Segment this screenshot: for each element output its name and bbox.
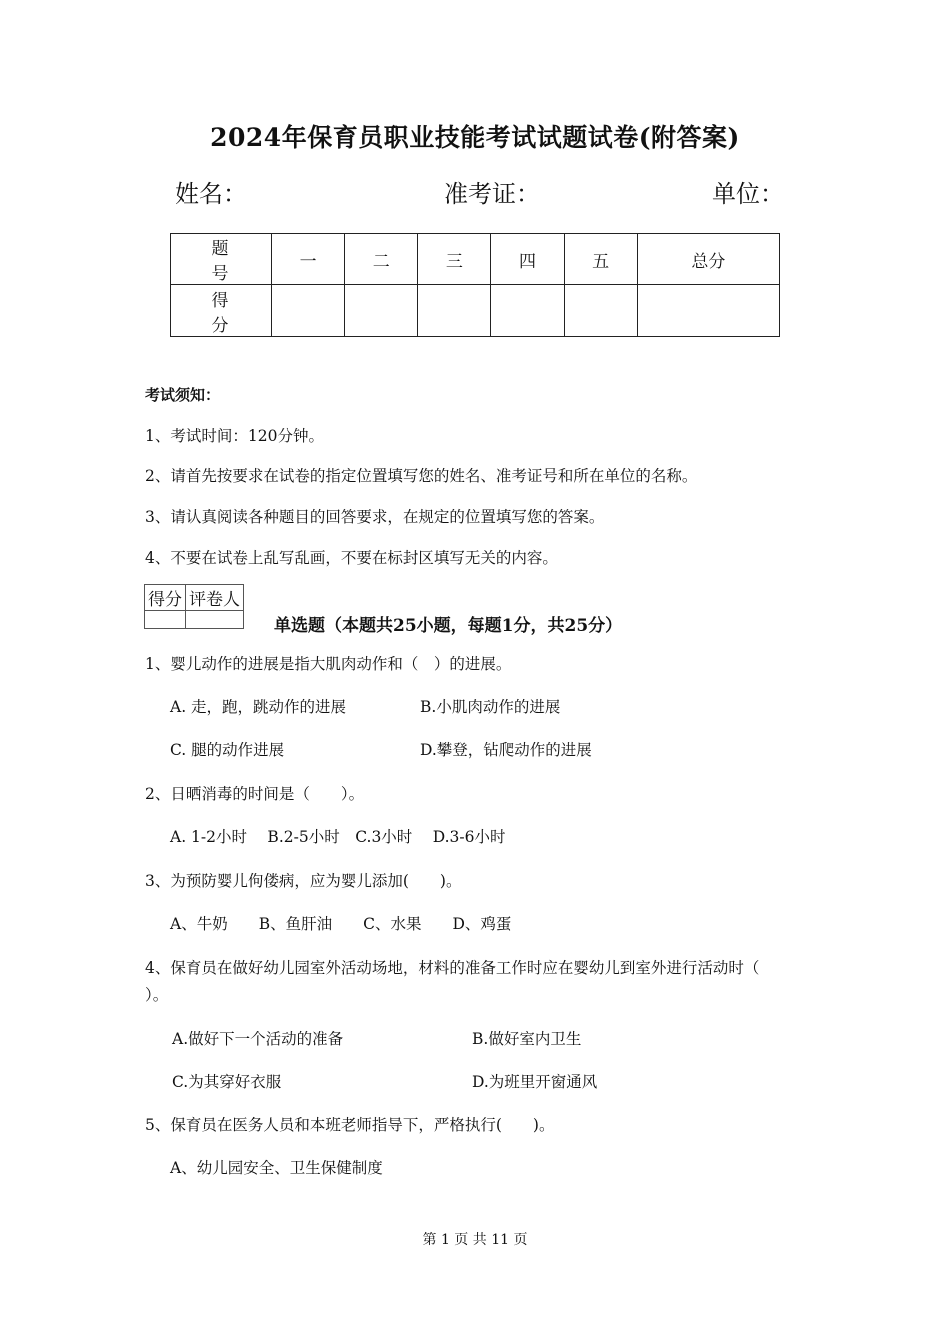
score-col-3: 三 xyxy=(418,234,491,285)
grader-score-label: 得分 xyxy=(145,585,186,611)
question-option: D.攀登，钻爬动作的进展 xyxy=(420,741,592,759)
score-cell xyxy=(637,285,779,337)
score-col-2: 二 xyxy=(345,234,418,285)
question-option: C.为其穿好衣服 xyxy=(172,1073,282,1091)
question-options-line: A、牛奶 B、鱼肝油 C、水果 D、鸡蛋 xyxy=(170,915,512,933)
question-stem: 5、保育员在医务人员和本班老师指导下，严格执行( )。 xyxy=(145,1116,555,1134)
score-col-total: 总分 xyxy=(637,234,779,285)
question-option: A.做好下一个活动的准备 xyxy=(172,1030,344,1048)
page-title: 2024年保育员职业技能考试试题试卷(附答案) xyxy=(210,123,740,152)
question-option: C. 腿的动作进展 xyxy=(170,741,285,759)
score-table-header-row xyxy=(171,234,780,285)
question-options-line: A. 1-2小时 B.2-5小时 C.3小时 D.3-6小时 xyxy=(170,828,506,846)
question-stem: 3、为预防婴儿佝偻病，应为婴儿添加( )。 xyxy=(145,872,462,890)
score-table xyxy=(170,233,780,337)
question-option: B.小肌肉动作的进展 xyxy=(420,698,561,716)
score-col-5: 五 xyxy=(564,234,637,285)
question-option: B.做好室内卫生 xyxy=(472,1030,582,1048)
question-stem: 4、保育员在做好幼儿园室外活动场地，材料的准备工作时应在婴幼儿到室外进行活动时（ xyxy=(145,959,760,977)
name-field-label: 姓名： xyxy=(175,180,247,208)
note-item: 3、请认真阅读各种题目的回答要求，在规定的位置填写您的答案。 xyxy=(145,508,605,526)
grader-table xyxy=(144,584,244,629)
note-item: 4、不要在试卷上乱写乱画，不要在标封区填写无关的内容。 xyxy=(145,549,558,567)
score-cell xyxy=(491,285,564,337)
score-col-1: 一 xyxy=(272,234,345,285)
score-cell xyxy=(418,285,491,337)
note-item: 2、请首先按要求在试卷的指定位置填写您的姓名、准考证号和所在单位的名称。 xyxy=(145,467,698,485)
score-cell xyxy=(345,285,418,337)
score-col-4: 四 xyxy=(491,234,564,285)
grader-name-cell xyxy=(186,611,244,629)
question-stem: 1、婴儿动作的进展是指大肌肉动作和（ ）的进展。 xyxy=(145,655,512,673)
page-footer: 第 1 页 共 11 页 xyxy=(422,1232,528,1248)
question-stem-continuation: ）。 xyxy=(145,986,169,1004)
score-cell xyxy=(272,285,345,337)
note-item: 1、考试时间：120分钟。 xyxy=(145,427,324,445)
grader-score-cell xyxy=(145,611,186,629)
score-label: 得 分 xyxy=(171,285,272,337)
question-stem: 2、日晒消毒的时间是（ ）。 xyxy=(145,785,365,803)
score-table-score-row xyxy=(171,285,780,337)
section-title: 单选题（本题共25小题，每题1分，共25分） xyxy=(274,616,623,636)
exam-id-field-label: 准考证： xyxy=(444,180,540,208)
unit-field-label: 单位： xyxy=(712,180,784,208)
question-option: D.为班里开窗通风 xyxy=(472,1073,598,1091)
notes-heading: 考试须知： xyxy=(145,386,221,404)
question-option: A、幼儿园安全、卫生保健制度 xyxy=(170,1159,383,1177)
score-cell xyxy=(564,285,637,337)
question-option: A. 走，跑，跳动作的进展 xyxy=(170,698,347,716)
grader-name-label: 评卷人 xyxy=(186,585,244,611)
question-number-label: 题 号 xyxy=(171,234,272,285)
